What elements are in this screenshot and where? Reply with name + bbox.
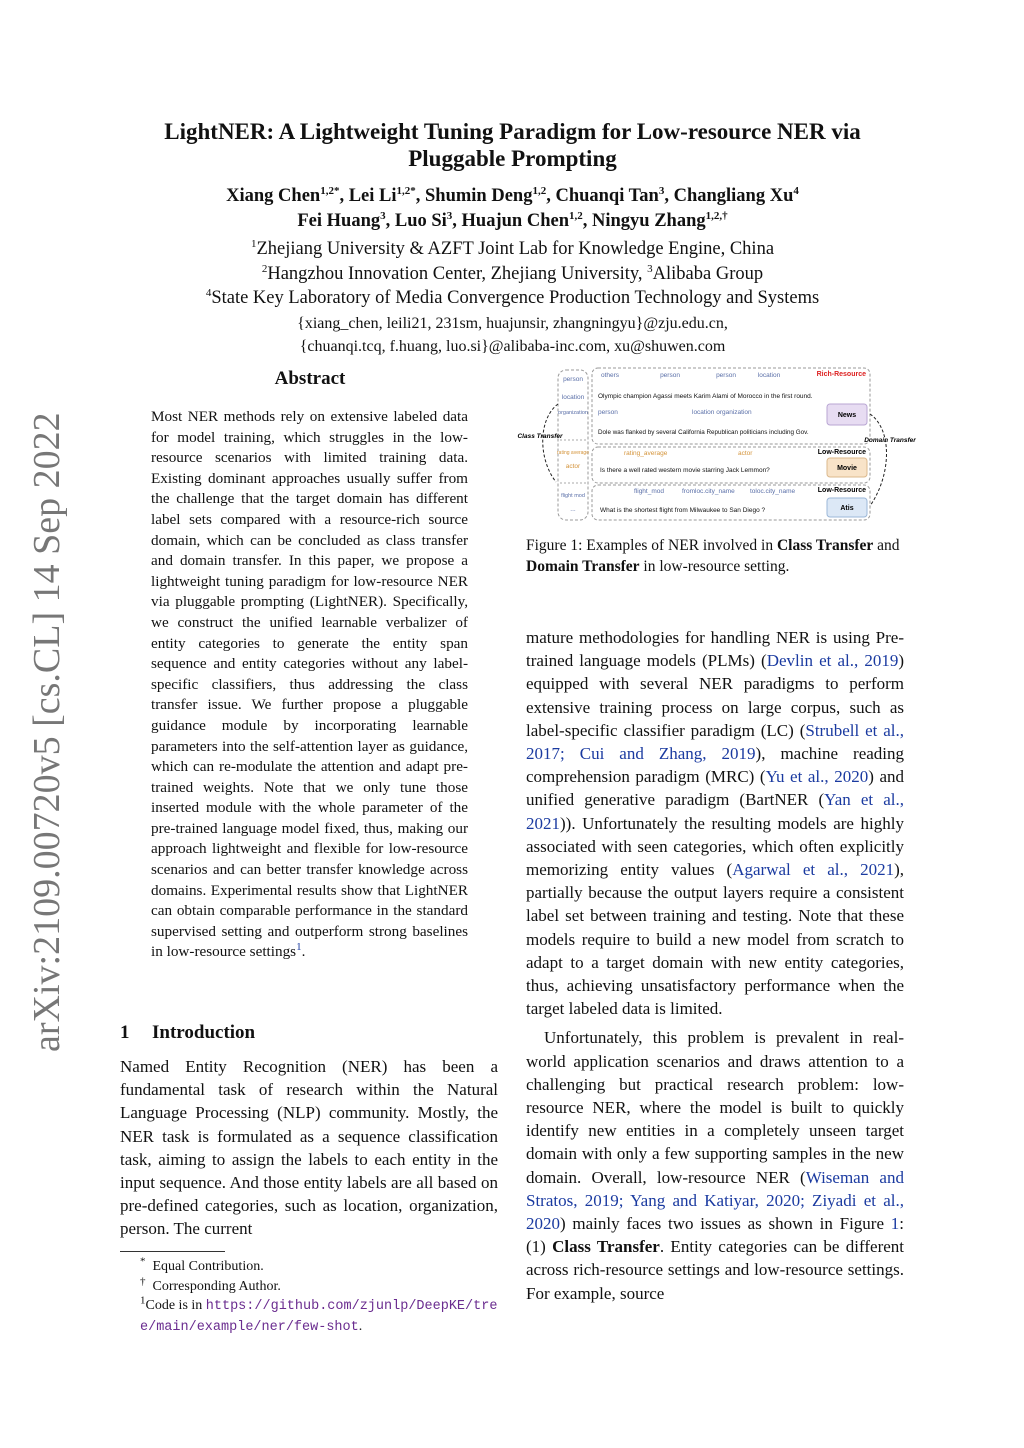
intro-paragraph-1 bbox=[526, 626, 904, 1020]
entity-tag: actor bbox=[738, 450, 753, 457]
figure-1 bbox=[517, 364, 916, 522]
footnotes bbox=[120, 1257, 500, 1337]
domain-transfer-arrow bbox=[870, 414, 887, 506]
author-name: Changliang Xu bbox=[673, 186, 794, 206]
footnote-period: . bbox=[358, 1318, 363, 1334]
affiliation-line bbox=[120, 286, 905, 311]
entity-tag: toloc.city_name bbox=[750, 488, 796, 495]
body-text: ) and unified generative paradigm (BartNER ( bbox=[526, 767, 904, 810]
entity-tag: rating_average bbox=[624, 450, 668, 457]
abstract-text: Most NER methods rely on extensive labeled data for model training, which struggles in the low-resource scenarios with limited training data. Existing dominant approaches usually suffer from the challenge that the target domain has different label sets compared with a resource-rich source domain, which can be concluded as class transfer and domain transfer. In this paper, we propose a lightweight tuning paradigm for low-resource NER via pluggable prompting (LightNER). Specifically, we construct the unified learnable verbalizer of entity categories to generate the entity span sequence and entity categories without any label-specific classifiers, thus addressing the class transfer issue. We further propose a pluggable guidance module by incorporating learnable parameters into the self-attention layer as guidance, which can re-modulate the attention and adapt pre-trained weights. Note that we only tune those inserted module with the whole parameter of the pre-trained language model fixed, thus, making our approach lightweight and flexible for low-resource scenarios and can better transfer knowledge across domains. Experimental results show that LightNER can obtain comparable performance in the standard supervised setting and outperform strong baselines in low-resource settings bbox=[151, 408, 468, 961]
rich-resource-label: Rich-Resource bbox=[816, 371, 866, 378]
right-column-body bbox=[526, 626, 904, 1305]
citation-link[interactable]: Agarwal et al., 2021 bbox=[732, 860, 895, 880]
author-name: Fei Huang bbox=[297, 211, 381, 231]
body-text: : (1) bbox=[526, 1214, 904, 1257]
author-name: Huajun Chen bbox=[461, 211, 569, 231]
emails-line-2: {chuanqi.tcq, f.huang, luo.si}@alibaba-inc.com, xu@shuwen.com bbox=[299, 337, 726, 355]
type-label: flight mod bbox=[561, 493, 585, 499]
affil-sup: 3 bbox=[647, 262, 653, 275]
author-affil-sup: 1,2 bbox=[532, 184, 547, 197]
type-label: actor bbox=[565, 463, 581, 470]
entity-tag: person bbox=[660, 372, 680, 379]
authors-line-1: Xiang Chen$^{1,2*}$, Lei $Li^{1,2*}$, Shumin Deng$^{1,2}$, Chuanqi Tan$^3$, Changliang Xu$^4$ bbox=[226, 184, 799, 206]
entity-tag: location organization bbox=[692, 409, 752, 416]
intro-paragraph-2 bbox=[526, 1026, 904, 1304]
author-affil-sup: 3 bbox=[380, 209, 386, 222]
caption-bold: Class Transfer bbox=[776, 537, 874, 554]
footnote-text: Corresponding Author. bbox=[152, 1278, 281, 1294]
low-resource-label: Low-Resource bbox=[817, 487, 866, 494]
type-label: rating average bbox=[557, 450, 589, 456]
body-text: ), partially because the output layers require a consistent label set between training and testing. Note that these models require to build a new model from scratch to adapt to a target domain with new entity categories, thus, achieving unsatisfactory performance when the target labeled data is limited. bbox=[526, 860, 904, 1019]
footnote-mark: 1 bbox=[140, 1294, 146, 1307]
body-text: mature methodologies for handling NER is using Pre-trained language models (PLMs) ( bbox=[526, 628, 904, 671]
footnote-equal-contribution bbox=[120, 1257, 500, 1277]
footnote-mark: * bbox=[140, 1255, 146, 1268]
affil-sup: 2 bbox=[261, 262, 268, 275]
bold-term: Class Transfer bbox=[552, 1237, 660, 1257]
domain-transfer-label: Domain Transfer bbox=[864, 437, 916, 444]
intro-paragraph-left: Named Entity Recognition (NER) has been a fundamental task of research within the Natural Language Processing (NLP) community. Mostly, the NER task is formulated as a sequence classification task, aiming to assign the labels to each entity in the input sequence. And those entity labels are all based on pre-defined categories, such as location, organization, person. The current bbox=[120, 1057, 498, 1239]
caption-text: Figure 1: Examples of NER involved in bbox=[526, 537, 777, 554]
arxiv-identifier: arXiv:2109.00720v5 [cs.CL] 14 Sep 2022 bbox=[26, 412, 68, 1052]
code-link[interactable]: https://github.com/zjunlp/DeepKE/tree/main/example/ner/few-shot bbox=[140, 1299, 498, 1335]
abstract-body: Most NER methods rely on extensive labeled data for model training, which struggles in the low-resource scenarios with limited training data. Existing dominant approaches usually suffer from the challenge that the target domain has different label sets compared with a resource-rich source domain, which can be concluded as class transfer and domain transfer. In this paper, we propose a lightweight tuning paradigm for low-resource NER via pluggable prompting (LightNER). Specifically, we construct the unified learnable verbalizer of entity categories to generate the entity span sequence and entity categories without any label-specific classifiers, thus addressing the class transfer issue. We further propose a pluggable guidance module by incorporating learnable parameters into the self-attention layer as guidance, which can re-modulate the attention and adapt pre-trained weights. Note that we only tune those inserted module with the whole parameter of the pre-trained language model fixed, thus, making our approach lightweight and flexible for low-resource scenarios and can better transfer knowledge across domains. Experimental results show that LightNER can obtain comparable performance in the standard supervised setting and outperform strong baselines in low-resource settings$^1$. bbox=[151, 408, 468, 961]
class-transfer-arrow bbox=[543, 404, 558, 482]
example-sentence: Dole was flanked by several California Republican politicians including Gov. bbox=[598, 429, 809, 436]
caption-text: and bbox=[873, 537, 900, 554]
emails-line-1: {xiang_chen, leili21, 231sm, huajunsir, zhangningyu}@zju.edu.cn, bbox=[297, 315, 728, 332]
affiliation-text: State Key Laboratory of Media Convergence Production Technology and Systems bbox=[211, 288, 820, 308]
paper-title bbox=[120, 118, 905, 172]
author-affil-sup: 1,2* bbox=[396, 184, 416, 197]
author-name: Ningyu Zhang bbox=[592, 211, 706, 231]
domain-label: Movie bbox=[837, 465, 857, 472]
affiliation-line bbox=[120, 262, 905, 287]
author-affil-sup: 1,2* bbox=[320, 184, 340, 197]
footnote-code bbox=[120, 1296, 500, 1337]
affil-sup: 4 bbox=[205, 286, 212, 299]
body-text: . Entity categories can be different across rich-resource settings and low-resource settings. For example, source bbox=[526, 1237, 905, 1303]
example-sentence: Olympic champion Agassi meets Karim Alami of Morocco in the first round. bbox=[598, 393, 813, 400]
author-affil-sup: 4 bbox=[793, 184, 799, 197]
author-name: Chuanqi Tan bbox=[555, 186, 659, 206]
citation-link[interactable]: Yan et al., 2021 bbox=[526, 790, 904, 833]
caption-text: in low-resource setting. bbox=[639, 558, 790, 575]
footnote-ref[interactable]: 1 bbox=[296, 941, 302, 954]
body-text: ), machine reading comprehension paradigm (MRC) ( bbox=[526, 744, 905, 787]
affiliation-text: Alibaba Group bbox=[652, 263, 764, 284]
author-emails bbox=[120, 313, 905, 358]
body-text: )). Unfortunately the resulting models are highly associated with seen categories, which often explicitly memorizing entity values ( bbox=[526, 813, 904, 880]
title-line-1: LightNER: A Lightweight Tuning Paradigm for Low-resource NER via bbox=[164, 119, 861, 144]
type-label: ... bbox=[570, 506, 576, 513]
section-heading bbox=[120, 1022, 500, 1044]
affil-sup: 1 bbox=[250, 237, 257, 250]
section-number: 1 bbox=[120, 1022, 130, 1043]
affiliations bbox=[120, 237, 905, 311]
footnote-corresponding bbox=[120, 1274, 500, 1297]
author-list bbox=[120, 184, 905, 234]
author-name: Shumin Deng bbox=[425, 186, 533, 206]
citation-link[interactable]: Wiseman and Stratos, 2019; Yang and Katiyar, 2020; Ziyadi et al., 2020 bbox=[526, 1167, 904, 1234]
author-name: Lei Li bbox=[348, 186, 397, 206]
author-affil-sup: 3 bbox=[446, 209, 453, 222]
body-text: ) mainly faces two issues as shown in Figure bbox=[560, 1214, 891, 1234]
author-affil-sup: 1,2 bbox=[569, 209, 583, 222]
type-label: person bbox=[563, 376, 583, 383]
domain-label: News bbox=[837, 412, 857, 419]
entity-tag: flight_mod bbox=[634, 488, 664, 495]
citation-link[interactable]: Devlin et al., 2019 bbox=[766, 651, 899, 671]
author-name: Luo Si bbox=[394, 211, 447, 231]
domain-label: Atis bbox=[840, 505, 854, 512]
type-label: organization bbox=[558, 410, 588, 416]
affiliation-line bbox=[120, 237, 905, 262]
entity-tag: person bbox=[716, 372, 736, 379]
citation-link[interactable]: 1 bbox=[890, 1214, 900, 1234]
authors-line-2: Fei Huang$^3$, Luo Si$^3$, Huajun Chen$^{1,2}$, Ningyu Zhang$^{1,2,\dagger}$ bbox=[297, 209, 728, 231]
affiliation-text: Hangzhou Innovation Center, Zhejiang University, bbox=[267, 263, 648, 284]
citation-link[interactable]: Strubell et al., 2017; Cui and Zhang, 2019 bbox=[526, 720, 904, 764]
type-label: location bbox=[561, 394, 585, 401]
entity-tag: others bbox=[600, 372, 620, 379]
example-sentence: What is the shortest flight from Milwaukee to San Diego ? bbox=[600, 507, 766, 514]
footnote-rule bbox=[120, 1251, 225, 1252]
section-title: Introduction bbox=[152, 1022, 256, 1043]
author-affil-sup: 1,2,† bbox=[705, 209, 728, 222]
author-name: Xiang Chen bbox=[226, 186, 321, 206]
entity-tag: location bbox=[757, 372, 781, 379]
figure-1-caption bbox=[526, 535, 906, 577]
class-transfer-label: Class Transfer bbox=[517, 433, 563, 440]
body-text: ) equipped with several NER paradigms to perform extensive training process on large corpus, such as label-specific classifier paradigm (LC) ( bbox=[526, 651, 905, 740]
author-affil-sup: 3 bbox=[658, 184, 665, 197]
body-text: Unfortunately, this problem is prevalent in real-world application scenarios and draws attention to a challenging but practical research problem: low-resource NER, where the model is built to quickly identify new entities in a completely unseen target domain with only a few supporting samples in the new domain. Overall, low-resource NER ( bbox=[526, 1028, 904, 1187]
caption-bold: Domain Transfer bbox=[526, 558, 640, 575]
citation-link[interactable]: Yu et al., 2020 bbox=[765, 767, 869, 787]
low-resource-label: Low-Resource bbox=[817, 449, 866, 456]
footnote-text: Code is in bbox=[145, 1298, 206, 1313]
example-sentence: Is there a well rated western movie starring Jack Lemmon? bbox=[600, 467, 770, 474]
entity-tag: fromloc.city_name bbox=[682, 488, 735, 495]
entity-tag: person bbox=[598, 409, 618, 416]
affiliation-text: Zhejiang University & AZFT Joint Lab for Knowledge Engine, China bbox=[256, 239, 775, 259]
footnote-text: Equal Contribution. bbox=[152, 1259, 264, 1274]
title-line-2: Pluggable Prompting bbox=[408, 146, 617, 171]
footnote-mark: † bbox=[140, 1274, 146, 1287]
abstract-heading: Abstract bbox=[274, 368, 346, 389]
